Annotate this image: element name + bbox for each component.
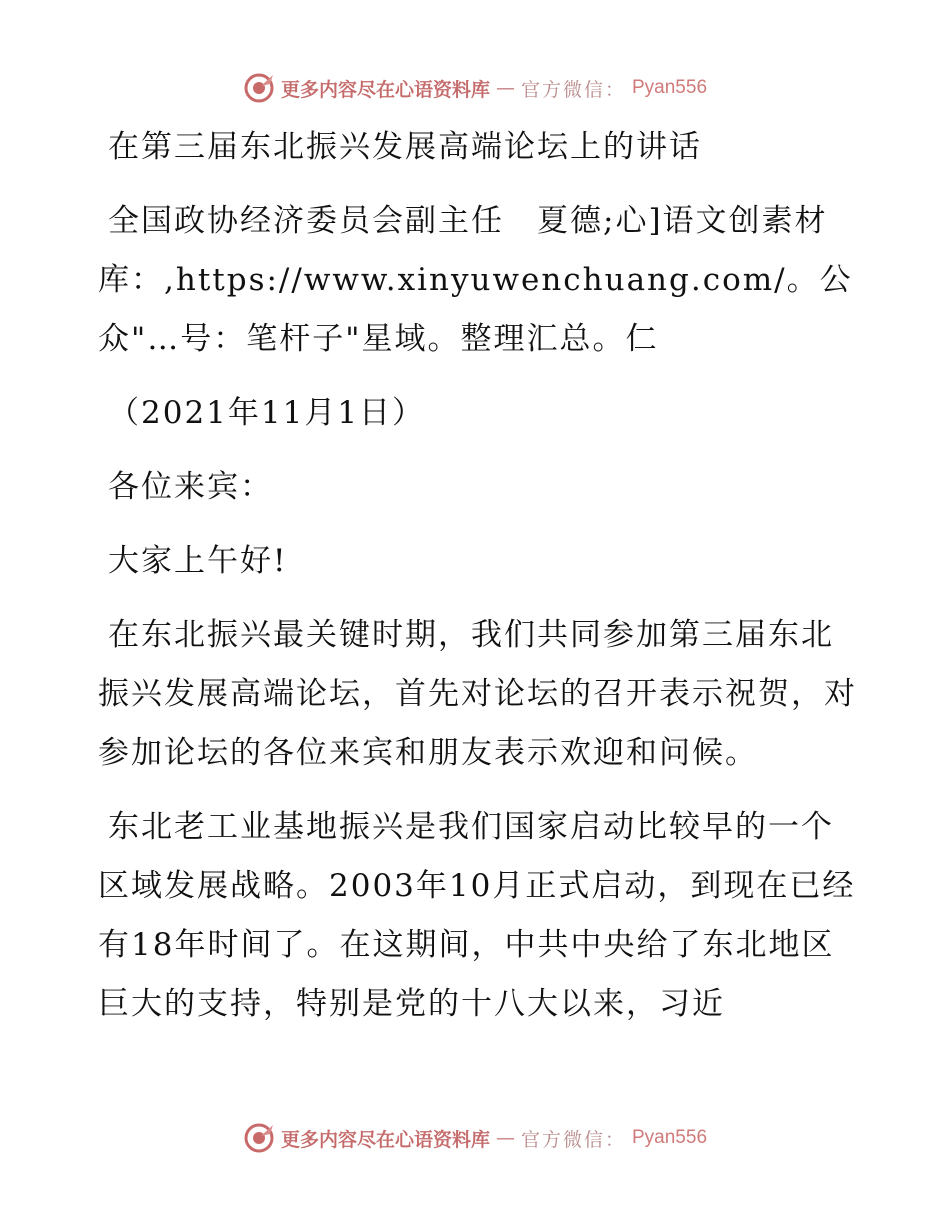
footer-watermark xyxy=(0,1122,950,1154)
greeting: 大家上午好! xyxy=(108,543,288,579)
watermark-wechat-id: Pyan556 xyxy=(632,77,708,98)
author-block: 全国政协经济委员会副主任 夏德;心]语文创素材库：,https://www.xinyuwenchuang.com/。公众"…号：笔杆子"星域。整理汇总。仁 xyxy=(98,203,853,357)
header-watermark xyxy=(0,72,950,104)
pen-logo-icon xyxy=(243,1122,275,1154)
watermark-brand: 更多内容尽在心语资料库 xyxy=(280,1128,490,1151)
body-paragraph-1: 在东北振兴最关键时期，我们共同参加第三届东北振兴发展高端论坛，首先对论坛的召开表示祝贺，对参加论坛的各位来宾和朋友表示欢迎和问候。 xyxy=(98,617,857,771)
pen-logo-icon xyxy=(243,72,275,104)
watermark-dash: — xyxy=(495,77,515,99)
watermark-dash: — xyxy=(495,1127,515,1149)
watermark-official-label: 官方微信： xyxy=(520,1128,626,1151)
watermark-wechat-id: Pyan556 xyxy=(632,1127,708,1148)
document-body xyxy=(98,118,858,1049)
salutation: 各位来宾： xyxy=(108,469,273,505)
document-title: 在第三届东北振兴发展高端论坛上的讲话 xyxy=(108,129,702,165)
speech-date: （2021年11月1日） xyxy=(108,395,426,431)
body-paragraph-2: 东北老工业基地振兴是我们国家启动比较早的一个区域发展战略。2003年10月正式启动，到现在已经有18年时间了。在这期间，中共中央给了东北地区巨大的支持，特别是党的十八大以来，习近 xyxy=(98,809,856,1022)
watermark-official-label: 官方微信： xyxy=(520,78,626,101)
watermark-brand: 更多内容尽在心语资料库 xyxy=(280,78,490,101)
